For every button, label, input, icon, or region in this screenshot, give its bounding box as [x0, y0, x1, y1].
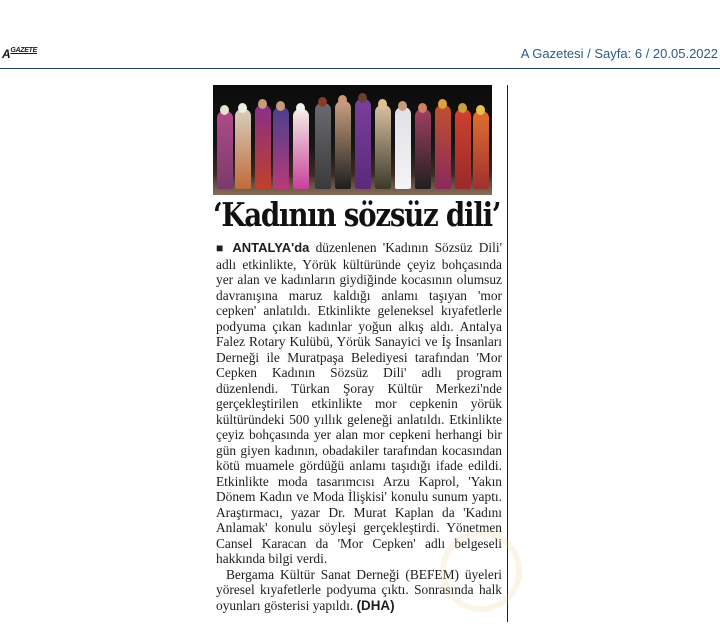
- paragraph-text: düzenlenen 'Kadının Sözsüz Dili' adlı etkinlikte, Yörük kültüründe çeyiz bohçasında yer alan ve kadınların giydiğinde kocasının olumsuz davranışına maruz kaldığı anlamı taşıyan 'mor cepken' anlatıldı. Etkinlikte geleneksel kıyafetlerle podyuma çıkan kadınlar yoğun alkış aldı. Antalya Falez Rotary Kulübü, Yörük Sanayici ve İş İnsanları Derneği ile Muratpaşa Belediyesi tarafından 'Mor Cepken Kadının Sözsüz Dili' adlı program düzenlendi. Türkan Şoray Kültür Merkezi'nde gerçekleştirilen etkinlikte mor cepkenin yörük kültüründeki 500 yıllık geleneği anlatıldı. Etkinlikte çeyiz bohçasında yer alan mor cepkeni herhangi bir gün giyen kadının, obadakiler tarafından kocasından kötü muamele gördüğü anlamı taşıdığı ifade edildi. Etkinlikte moda tasarımcısı Arzu Kaprol, 'Yakın Dönem Kadın ve Moda İlişkisi' konulu sunum yaptı. Araştırmacı, yazar Dr. Murat Kaplan da 'Kadını Anlamak' konulu söyleşi gerçekleştirdi. Yönetmen Cansel Karacan da 'Mor Cepken' adlı belgeseli hakkında bilgi verdi.: [216, 240, 502, 566]
- article-signature: (DHA): [356, 597, 395, 613]
- photo-figure: [255, 105, 271, 189]
- photo-figure-head: [338, 95, 347, 105]
- photo-figure: [435, 105, 451, 189]
- photo-figure-head: [276, 101, 285, 111]
- photo-figure-head: [296, 103, 305, 113]
- logo-wordmark: GAZETE: [10, 47, 37, 54]
- photo-figure-head: [358, 93, 367, 103]
- header-rule: [0, 68, 720, 69]
- photo-figure-head: [418, 103, 427, 113]
- page-info: A Gazetesi / Sayfa: 6 / 20.05.2022: [520, 46, 718, 61]
- page-header: [0, 0, 720, 70]
- article-lead: ■ ANTALYA'da: [216, 240, 309, 255]
- photo-figure: [335, 101, 351, 189]
- article-headline: ‘Kadının sözsüz dili’: [213, 195, 501, 234]
- photo-figure-head: [458, 103, 467, 113]
- watermark-emblem: [440, 530, 522, 612]
- photo-figure-head: [238, 103, 247, 113]
- logo-letter: A: [2, 47, 11, 61]
- photo-figure-head: [438, 99, 447, 109]
- photo-figure: [273, 107, 289, 189]
- photo-figure: [395, 107, 411, 189]
- photo-figure-head: [378, 99, 387, 109]
- photo-figure-head: [220, 105, 229, 115]
- photo-figure-head: [398, 101, 407, 111]
- photo-figure: [235, 109, 251, 189]
- article-paragraph: [216, 240, 502, 567]
- photo-figure-head: [258, 99, 267, 109]
- photo-figure: [415, 109, 431, 189]
- photo-figure: [375, 105, 391, 189]
- photo-figure: [355, 99, 371, 189]
- photo-figure-head: [476, 105, 485, 115]
- paragraph-text: Bergama Kültür Sanat Derneği (BEFEM) üyeleri yöresel kıyafetlerle podyuma çıktı. Sonrasında halk oyunları gösterisi yapıldı.: [216, 566, 502, 613]
- photo-figure-head: [318, 97, 327, 107]
- photo-figure: [315, 103, 331, 189]
- article-photo: [213, 85, 492, 195]
- photo-figure: [217, 111, 233, 189]
- photo-figure: [455, 109, 471, 189]
- photo-figure: [293, 109, 309, 189]
- photo-figure: [473, 111, 489, 189]
- newspaper-logo: [2, 47, 37, 61]
